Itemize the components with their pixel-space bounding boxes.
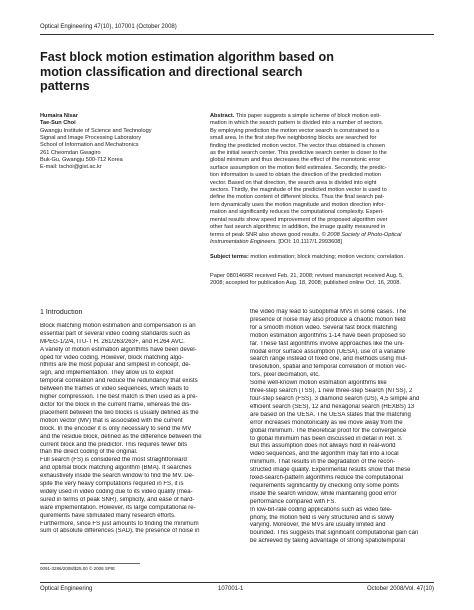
text-line: phony, the motion field is very structured and is slowly [250, 514, 395, 521]
text-line: essential part of several video coding standards such as [40, 330, 191, 337]
text-line: sum of absolute differences (SAD), the presence of noise in [40, 528, 200, 535]
text-line: video sequences, and the algorithm may fall into a local [250, 451, 399, 458]
affiliation-line: School of Information and Mechatronics [40, 142, 139, 149]
text-line: efficient search (SES), 12 and hexagonal search (HEXBS) 13 [250, 403, 415, 410]
subject-terms-text: motion estimation; block matching; motion vectors; correlation. [248, 254, 405, 260]
affiliation-line: Buk-Gu, Gwangju 500-712 Korea [40, 157, 123, 164]
text-line: temporal correlation and reduce the redundancy that exists [40, 378, 198, 385]
abstract-body [210, 120, 436, 231]
text-line: three-step search (TSS), 1 new three-step Search (NTSS), 2 [250, 388, 413, 395]
text-line: dictor for the block in the current frame, whereas the dis- [40, 401, 192, 408]
text-line: mation in which the search pattern is divided into a number of sectors. [210, 120, 384, 127]
text-line: current block and the predictor. This requires fewer bits [40, 441, 188, 448]
text-line: rithms are the most popular and simplest in concept, de- [40, 362, 191, 369]
footer-issue: October 2008/Vol. 47(10) [366, 586, 434, 592]
text-line: quirements have stimulated many research efforts. [40, 512, 176, 519]
abstract-label: Abstract. [210, 113, 235, 119]
text-line: Furthermore, since FS just amounts to finding the minimum [40, 520, 199, 527]
text-line: search range instead of fixed one, and methods using mul- [250, 356, 408, 363]
text-line: far. These fast algorithms involve approaches like the uni- [250, 340, 405, 347]
text-line: higher compression. The best match is then used as a pre- [40, 394, 198, 401]
text-line: placement between the two blocks is usually defined as the [40, 409, 199, 416]
text-line: Full search (FS) is considered the most straightforward [40, 457, 187, 464]
text-line: widely used in video coding due to its video quality (mea- [40, 488, 193, 495]
text-line: error increases monotonically as we move away from the [250, 419, 403, 426]
text-line: requirements significantly by checking only some points [250, 482, 399, 489]
author-email: E-mail: tschoi@gist.ac.kr [40, 164, 102, 171]
title-line: motion classification and directional search [40, 64, 303, 79]
text-line: sectors. Thirdly, the magnitude of the predicted motion vector is used to [210, 187, 387, 194]
affiliation-line: 261 Cheomdan Gwagiro [40, 149, 101, 156]
author-block [40, 113, 200, 172]
text-line: sured in terms of peak SNR), simplicity, and ease of hard- [40, 496, 195, 503]
text-line: be achieved by taking advantage of strong spatiotemporal [250, 538, 405, 545]
text-line: four-step search (FSS), 3 diamond search (DS), 4,5 simple and [250, 395, 420, 402]
text-line: minimum. That results in the degradation of the recon- [250, 459, 396, 466]
text-line: MPEG-1/2/4, ITU-T H. 261/263/263+, and H.264 AVC. [40, 338, 185, 345]
paper-history-line: Paper 080146RR received Feb. 21, 2008; revised manuscript received Aug. 5, [210, 273, 404, 279]
text-line: bounded. This suggests that significant computational gain can [250, 530, 419, 537]
section-heading: 1 Introduction [40, 309, 83, 316]
text-line: sign, and implementation. They allow us to exploit [40, 370, 174, 377]
text-line: block. In the encoder it is only necessary to send the MV [40, 425, 192, 432]
text-line: oped for video coding. However, block matching algo- [40, 354, 184, 361]
running-head: Optical Engineering 47(10), 107001 (October 2008) [40, 24, 177, 30]
author-name: Humaira Nisar [40, 113, 78, 119]
subject-terms-label: Subject terms: [210, 254, 249, 260]
title-line: patterns [40, 79, 90, 93]
text-line: between the frames of video sequences, which leads to [40, 386, 189, 393]
abstract-last-text: terms of peak SNR also shows good results. [210, 231, 321, 238]
author-name: Tae-Sun Choi [40, 120, 76, 127]
text-line: vector. Based on that direction, the search area is divided into eight [210, 179, 377, 186]
text-line: surface assumption on the motion field estimates. Secondly, the predic- [210, 164, 387, 171]
text-line: ware implementation. However, its large computational re- [40, 504, 196, 511]
text-line: other fast search algorithms; in addition, the image quality measured in [210, 224, 386, 231]
footer-page-number: 107001-1 [218, 586, 244, 592]
header-rule [40, 34, 434, 35]
text-line: Block matching motion estimation and compensation is an [40, 322, 196, 329]
abstract [210, 113, 436, 246]
text-line: modal error surface assumption (UESA), use of a variable [250, 348, 405, 355]
footer-rule [40, 582, 434, 583]
text-line: mental results show speed improvement of the proposed algorithm over [210, 216, 388, 223]
text-line: small area. In the first step five neighboring blocks are searched for [210, 135, 377, 142]
right-column-body [250, 309, 435, 546]
text-line: the video may lead to suboptimal MVs in some cases. The [250, 309, 407, 315]
text-line: to global minimum has been discussed in detail in Ref. 3. [250, 435, 403, 442]
text-line: tiresolution, spatial and temporal correlation of motion vec- [250, 364, 407, 371]
paper-history [210, 273, 436, 288]
left-column [40, 309, 225, 536]
text-line: than the direct coding of the original. [40, 449, 138, 456]
text-line: performance compared with FS. [250, 498, 337, 505]
text-line: structed image quality. Experimental results show that these [250, 467, 411, 474]
text-line: and optimal block matching algorithm (BMA). It searches [40, 465, 192, 472]
footer-journal: Optical Engineering [40, 586, 93, 592]
text-line: as the initial search center. This predictive search center is closer to the [210, 150, 387, 157]
abstract-text: This paper suggests a simple scheme of block motion esti- [234, 113, 381, 119]
abstract-doi: [DOI: 10.1117/1.2993608] [278, 238, 342, 245]
title-line: Fast block motion estimation algorithm based on [40, 50, 334, 64]
text-line: tern dynamically uses the motion magnitude and motion direction infor- [210, 201, 386, 208]
affiliation-line: Signal and Image Processing Laboratory [40, 135, 142, 142]
text-line: tors, pixel decimation, etc. [250, 372, 320, 379]
abstract-first-line [210, 113, 436, 120]
text-line: inside the search window, while maintaining good error [250, 490, 397, 497]
text-line: global minimum. The theoretical proof for the convergence [250, 427, 407, 434]
abstract-copyright-2: Instrumentation Engineers. [210, 238, 277, 245]
text-line: varying. Moreover, the MVs are usually limited and [250, 522, 386, 529]
text-line: finding the predicted motion vector. The vector thus obtained is chosen [210, 142, 385, 149]
text-line: In low-bit-rate coding applications such as video tele- [250, 506, 392, 513]
text-line: exhaustively inside the search window to find the MV. De- [40, 473, 195, 480]
left-column-body [40, 323, 225, 536]
abstract-copyright-line [210, 232, 436, 239]
text-line: A variety of motion estimation algorithms have been devel- [40, 346, 197, 353]
text-line: But this assumption does not always hold in real-world [250, 443, 396, 450]
text-line: global minimum and thus decreases the effect of the monotonic error [210, 157, 381, 164]
text-line: are based on the UESA. The UESA states that the matching [250, 411, 411, 418]
text-line: mation and significantly reduces the computational complexity. Experi- [210, 209, 384, 216]
text-line: motion vector (MV) that is associated with the current [40, 417, 183, 424]
right-column [250, 309, 435, 546]
affiliation-line: Gwangju Institute of Science and Technology [40, 127, 152, 134]
abstract-copyright: © 2008 Society of Photo-Optical [321, 231, 402, 238]
text-line: for a smooth motion video. Several fast block matching [250, 324, 397, 331]
copyright-note: 0091-3286/2008/$25.00 © 2008 SPIE [40, 563, 140, 571]
text-line: motion estimation algorithms 1-14 have been proposed so [250, 332, 406, 339]
text-line: and the residue block, defined as the difference between the [40, 433, 202, 440]
text-line: presence of noise may also produce a chaotic motion field [250, 316, 406, 323]
subject-terms [210, 254, 436, 261]
text-line: Some well-known motion estimation algorithms like [250, 380, 387, 387]
text-line: define the motion content of different blocks. Thus the final search pat- [210, 194, 385, 201]
text-line: spite the very heavy computations required in FS, it is [40, 481, 184, 488]
paper-title [40, 50, 400, 94]
text-line: tion information is used to obtain the direction of the predicted motion [210, 172, 382, 179]
paper-history-line: 2008; accepted for publication Aug. 18, 2008; published online Oct. 16, 2008. [210, 280, 401, 287]
text-line: By employing prediction the motion vector search is constrained to a [210, 127, 380, 134]
text-line: fixed-search-pattern algorithms reduce the computational [250, 475, 403, 482]
abstract-copyright-line-2 [210, 239, 436, 246]
